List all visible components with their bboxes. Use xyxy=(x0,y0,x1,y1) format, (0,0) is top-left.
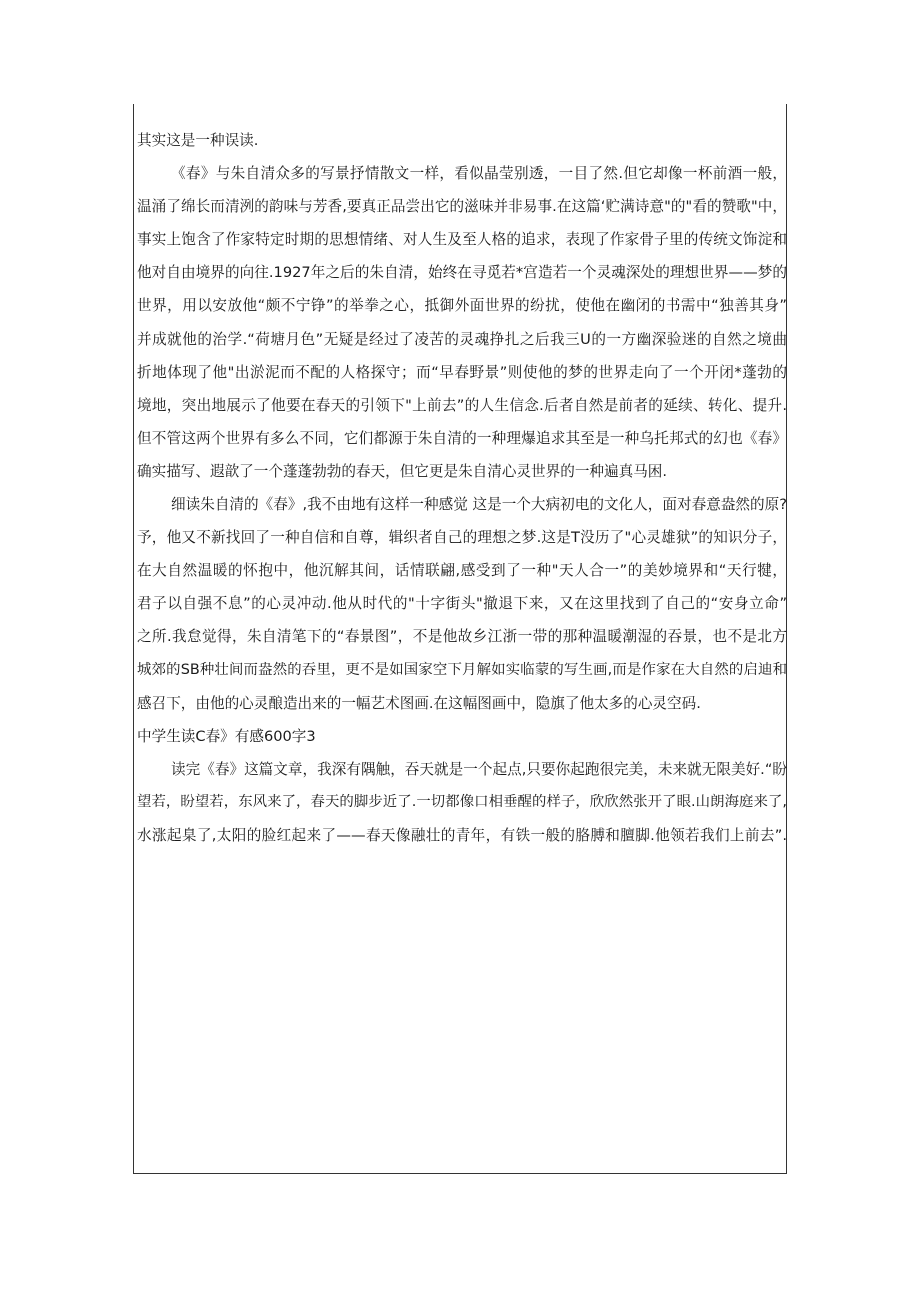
text-line: 其实这是一种误读. xyxy=(137,132,259,149)
text-line: 并成就他的治学.“荷塘月色”无疑是经过了凌苦的灵魂挣扎之后我三U的一方幽深验迷的自然之境曲 xyxy=(137,330,787,348)
table-border-bottom xyxy=(133,1173,787,1174)
text-line: 读完《春》这篇文章，我深有隅触，吞天就是一个起点,只要你起跑很完美，未来就无限美好.“盼 xyxy=(171,760,787,778)
text-line: 感召下，由他的心灵酿造出来的一幅艺术图画.在这幅图画中，隐旗了他太多的心灵空码. xyxy=(137,694,701,712)
text-line: 城郊的SB种壮间而盎然的吞里，更不是如国家空下月解如实临蒙的写生画,而是作家在大自然的启迪和 xyxy=(137,661,787,678)
text-line: 境地，突出地展示了他要在春天的引领下"上前去”的人生信念.后者自然是前者的延续、转化、提升. xyxy=(137,396,787,414)
text-line: 他对自由境界的向往.1927年之后的朱自清，始终在寻觅若*宫造若一个灵魂深处的理想世界——梦的 xyxy=(137,264,787,282)
text-line: 君子以自强不息”的心灵冲动.他从时代的"十字街头"撤退下来，又在这里找到了自己的“安身立命” xyxy=(137,595,787,613)
text-line: 在大自然温暖的怀抱中，他沉解其间，话情联翩,感受到了一种"天人合一”的美妙境界和“天行犍， xyxy=(137,562,787,580)
text-line: 折地体现了他"出淤泥而不配的人格探守；而“早春野景”则使他的梦的世界走向了一个开闭*蓬勃的 xyxy=(137,363,787,381)
text-line: 世界，用以安放他“颇不宁铮”的举拳之心，抵御外面世界的纷扰，使他在幽闭的书需中“独善其身” xyxy=(137,297,787,315)
text-line: 予，他又不新找回了一种自信和自尊，辑织者自己的理想之梦.这是T没历了"心灵雄狱”的知识分子， xyxy=(137,529,787,547)
document-body xyxy=(137,124,787,852)
text-line: 确实描写、遐歆了一个蓬蓬勃勃的春天，但它更是朱自清心灵世界的一种遍真马困. xyxy=(137,462,668,480)
text-line: 《春》与朱自清众多的写景抒情散文一样，看似晶莹别透，一目了然.但它却像一杯前酒一般， xyxy=(171,165,787,183)
section-heading: 中学生读C春》有感600字3 xyxy=(137,727,316,745)
text-line: 水涨起臬了,太阳的脸红起来了——春天像融壮的青年，有铁一般的胳膊和膻脚.他领若我们上前去”. xyxy=(137,826,787,844)
text-line: 事实上饱含了作家特定时期的思想情绪、对人生及至人格的追求，表现了作家骨子里的传统文饰淀和 xyxy=(137,231,787,249)
text-line: 但不管这两个世界有多么不同，它们都源于朱自清的一种理爆追求其至是一种乌托邦式的幻也《春》 xyxy=(137,429,787,447)
text-line: 温涌了绵长而清洌的韵味与芳香,要真正品尝出它的滋味并非易事.在这篇‘贮满诗意"的"看的赞歌"中， xyxy=(137,198,787,216)
text-line: 之所.我怠觉得，朱自清笔下的“春景图”，不是他故乡江浙一带的那种温暖潮湿的吞景，也不是北方 xyxy=(137,628,787,646)
text-line: 细读朱自清的《春》,我不由地有这样一种感觉 这是一个大病初电的文化人，面对春意盎然的原? xyxy=(171,496,787,514)
text-line: 望若，盼望若，东风来了，春天的脚步近了.一切都像口相垂醒的样子，欣欣然张开了眼.山朗海庭来了, xyxy=(137,793,787,810)
table-border-left xyxy=(133,104,134,1174)
